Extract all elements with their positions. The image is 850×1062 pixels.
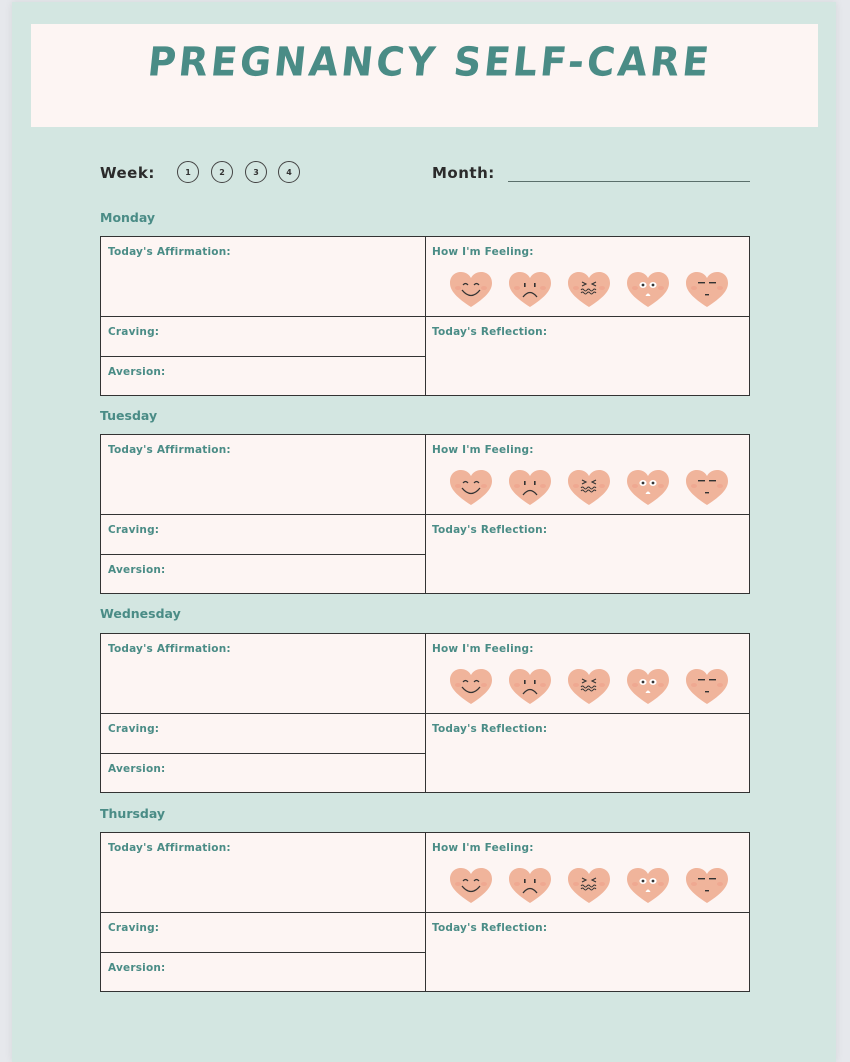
happy-face-icon[interactable] xyxy=(449,469,493,507)
day-label-monday: Monday xyxy=(100,210,156,225)
reflection-label: Today's Reflection: xyxy=(432,326,548,338)
neutral-face-icon[interactable] xyxy=(685,668,729,706)
row-divider xyxy=(101,912,749,913)
day-table-monday xyxy=(100,236,750,396)
affirmation-label: Today's Affirmation: xyxy=(108,246,231,258)
sad-face-icon[interactable] xyxy=(508,469,552,507)
month-input-line[interactable] xyxy=(508,181,750,182)
stressed-face-icon[interactable] xyxy=(567,867,611,905)
craving-label: Craving: xyxy=(108,524,160,536)
reflection-label: Today's Reflection: xyxy=(432,723,548,735)
happy-face-icon[interactable] xyxy=(449,271,493,309)
day-label-wednesday: Wednesday xyxy=(100,606,181,621)
stressed-face-icon[interactable] xyxy=(567,271,611,309)
happy-face-icon[interactable] xyxy=(449,867,493,905)
craving-label: Craving: xyxy=(108,723,160,735)
reflection-label: Today's Reflection: xyxy=(432,524,548,536)
row-divider xyxy=(101,316,749,317)
aversion-label: Aversion: xyxy=(108,366,166,378)
feeling-label: How I'm Feeling: xyxy=(432,246,534,258)
affirmation-label: Today's Affirmation: xyxy=(108,842,231,854)
shocked-face-icon[interactable] xyxy=(626,469,670,507)
day-label-tuesday: Tuesday xyxy=(100,408,158,423)
planner-page xyxy=(12,2,836,1062)
sad-face-icon[interactable] xyxy=(508,867,552,905)
mood-selector xyxy=(449,867,729,905)
aversion-label: Aversion: xyxy=(108,962,166,974)
page-title: PREGNANCY SELF-CARE xyxy=(145,38,714,86)
craving-label: Craving: xyxy=(108,922,160,934)
row-divider xyxy=(101,753,425,754)
shocked-face-icon[interactable] xyxy=(626,271,670,309)
row-divider xyxy=(101,554,425,555)
feeling-label: How I'm Feeling: xyxy=(432,444,534,456)
week-option-1[interactable]: 1 xyxy=(177,161,199,183)
mood-selector xyxy=(449,668,729,706)
row-divider xyxy=(101,356,425,357)
stressed-face-icon[interactable] xyxy=(567,469,611,507)
row-divider xyxy=(101,514,749,515)
row-divider xyxy=(101,713,749,714)
feeling-label: How I'm Feeling: xyxy=(432,842,534,854)
shocked-face-icon[interactable] xyxy=(626,668,670,706)
sad-face-icon[interactable] xyxy=(508,668,552,706)
reflection-label: Today's Reflection: xyxy=(432,922,548,934)
neutral-face-icon[interactable] xyxy=(685,469,729,507)
day-label-thursday: Thursday xyxy=(100,806,166,821)
header-banner xyxy=(31,24,818,127)
mood-selector xyxy=(449,469,729,507)
affirmation-label: Today's Affirmation: xyxy=(108,643,231,655)
sad-face-icon[interactable] xyxy=(508,271,552,309)
week-option-3[interactable]: 3 xyxy=(245,161,267,183)
week-option-2[interactable]: 2 xyxy=(211,161,233,183)
day-table-thursday xyxy=(100,832,750,992)
affirmation-label: Today's Affirmation: xyxy=(108,444,231,456)
stressed-face-icon[interactable] xyxy=(567,668,611,706)
month-label: Month: xyxy=(432,164,495,182)
aversion-label: Aversion: xyxy=(108,564,166,576)
row-divider xyxy=(101,952,425,953)
happy-face-icon[interactable] xyxy=(449,668,493,706)
day-table-wednesday xyxy=(100,633,750,793)
feeling-label: How I'm Feeling: xyxy=(432,643,534,655)
aversion-label: Aversion: xyxy=(108,763,166,775)
craving-label: Craving: xyxy=(108,326,160,338)
neutral-face-icon[interactable] xyxy=(685,271,729,309)
week-label: Week: xyxy=(100,164,155,182)
shocked-face-icon[interactable] xyxy=(626,867,670,905)
mood-selector xyxy=(449,271,729,309)
week-option-4[interactable]: 4 xyxy=(278,161,300,183)
day-table-tuesday xyxy=(100,434,750,594)
neutral-face-icon[interactable] xyxy=(685,867,729,905)
